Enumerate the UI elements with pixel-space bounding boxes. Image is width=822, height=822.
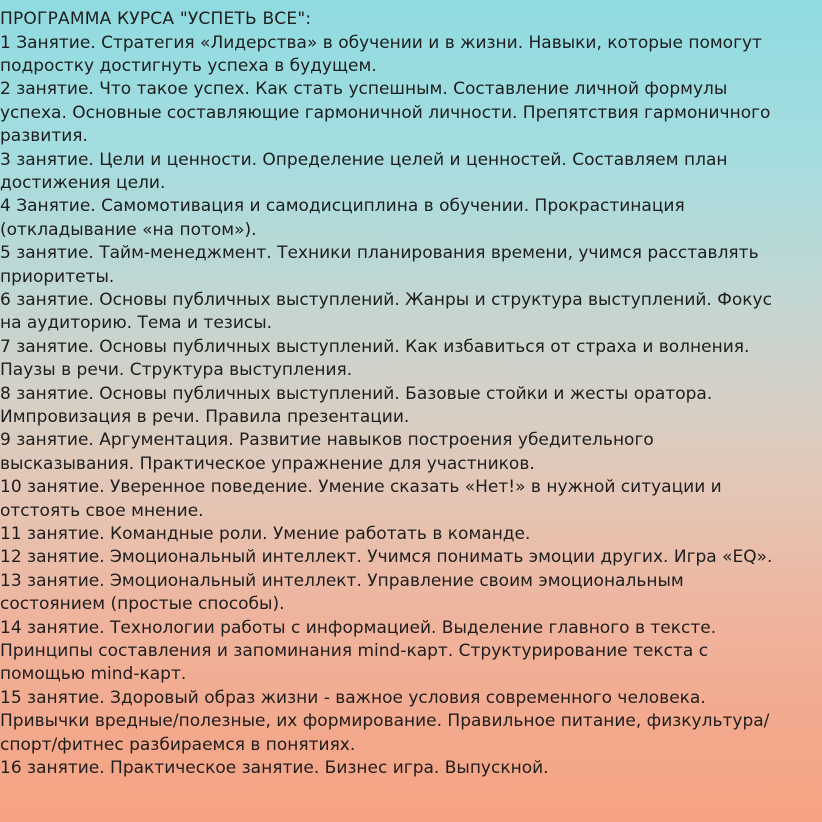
lesson-line: отстоять свое мнение.: [0, 500, 204, 521]
lesson-list: [0, 32, 822, 781]
lesson-line: 10 занятие. Уверенное поведение. Умение сказать «Нет!» в нужной ситуации и: [0, 477, 722, 498]
lesson-9: [0, 429, 822, 476]
lesson-13: [0, 570, 822, 617]
lesson-line: 13 занятие. Эмоциональный интеллект. Управление своим эмоциональным: [0, 570, 684, 591]
lesson-10: [0, 476, 822, 523]
lesson-line: состоянием (простые способы).: [0, 594, 285, 615]
lesson-4: [0, 195, 822, 242]
lesson-2: [0, 78, 822, 148]
lesson-line: (откладывание «на потом»).: [0, 219, 257, 240]
lesson-7: [0, 336, 822, 383]
lesson-6: [0, 289, 822, 336]
lesson-line: 15 занятие. Здоровый образ жизни - важное условия современного человека.: [0, 687, 706, 708]
lesson-line: 2 занятие. Что такое успех. Как стать успешным. Составление личной формулы: [0, 79, 728, 100]
lesson-line: подростку достигнуть успеха в будущем.: [0, 55, 377, 76]
lesson-line: достижения цели.: [0, 172, 166, 193]
lesson-15: [0, 687, 822, 757]
lesson-line: 14 занятие. Технологии работы с информацией. Выделение главного в тексте.: [0, 617, 717, 638]
lesson-line: Импровизация в речи. Правила презентации.: [0, 407, 410, 427]
lesson-line: спорт/фитнес разбираемся в понятиях.: [0, 734, 356, 755]
lesson-line: 6 занятие. Основы публичных выступлений. Жанры и структура выступлений. Фокус: [0, 289, 772, 310]
lesson-11: [0, 523, 822, 546]
lesson-line: Привычки вредные/полезные, их формирование. Правильное питание, физкультура/: [0, 711, 770, 732]
lesson-line: успеха. Основные составляющие гармоничной личности. Препятствия гармоничного: [0, 102, 771, 123]
lesson-line: 11 занятие. Командные роли. Умение работать в команде.: [0, 524, 531, 545]
lesson-line: 16 занятие. Практическое занятие. Бизнес игра. Выпускной.: [0, 758, 549, 779]
lesson-line: 3 занятие. Цели и ценности. Определение целей и ценностей. Составляем план: [0, 149, 728, 170]
program-title: ПРОГРАММА КУРСА "УСПЕТЬ ВСЕ":: [0, 9, 312, 29]
lesson-line: 12 занятие. Эмоциональный интеллект. Учимся понимать эмоции других. Игра «EQ».: [0, 547, 773, 568]
lesson-1: [0, 32, 822, 79]
lesson-line: помощью mind-карт.: [0, 664, 187, 685]
lesson-16: [0, 757, 822, 780]
lesson-line: 1 Занятие. Стратегия «Лидерства» в обучении и в жизни. Навыки, которые помогут: [0, 32, 762, 53]
lesson-line: развития.: [0, 126, 88, 147]
lesson-5: [0, 242, 822, 289]
lesson-line: 7 занятие. Основы публичных выступлений. Как избавиться от страха и волнения.: [0, 336, 750, 357]
lesson-line: Принципы составления и запоминания mind-карт. Структурирование текста с: [0, 641, 709, 662]
lesson-line: Паузы в речи. Структура выступления.: [0, 360, 353, 381]
lesson-line: на аудиторию. Тема и тезисы.: [0, 313, 273, 334]
lesson-8: [0, 383, 822, 430]
lesson-line: 9 занятие. Аргументация. Развитие навыков построения убедительного: [0, 430, 654, 451]
lesson-line: приоритеты.: [0, 266, 115, 287]
lesson-line: высказывания. Практическое упражнение для участников.: [0, 453, 535, 474]
lesson-3: [0, 149, 822, 196]
lesson-line: 5 занятие. Тайм-менеджмент. Техники планирования времени, учимся расставлять: [0, 243, 759, 264]
lesson-line: 4 Занятие. Самомотивация и самодисциплина в обучении. Прокрастинация: [0, 196, 685, 217]
lesson-line: 8 занятие. Основы публичных выступлений. Базовые стойки и жесты оратора.: [0, 383, 713, 404]
lesson-14: [0, 617, 822, 687]
course-program: [0, 8, 822, 781]
lesson-12: [0, 546, 822, 569]
